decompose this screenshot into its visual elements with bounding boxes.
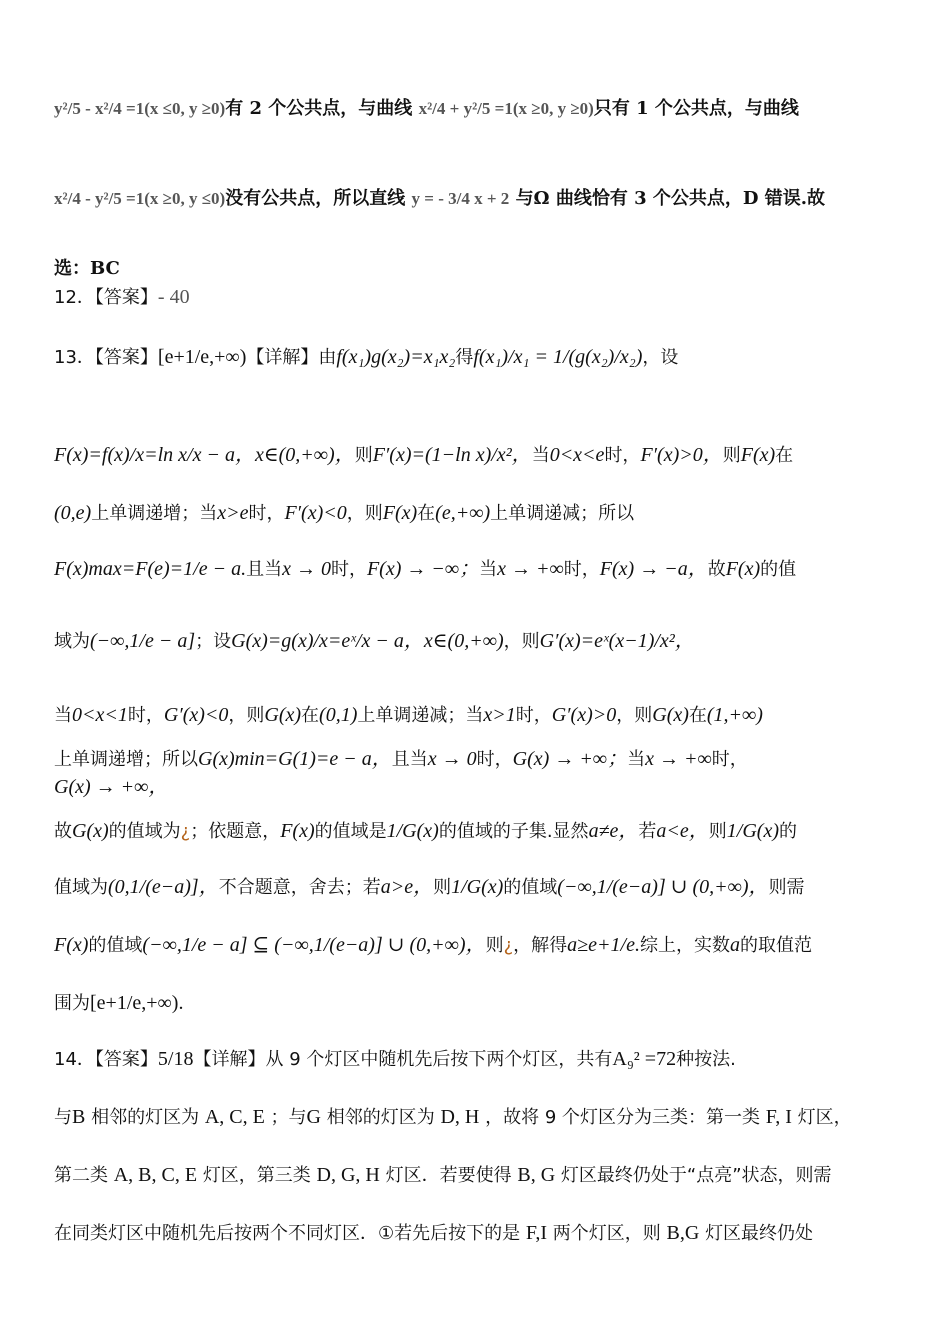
line-14 — [54, 874, 805, 901]
text: ；设 — [195, 631, 232, 652]
text: 上单调递增；所以 — [54, 749, 198, 770]
text: 的值域是 — [314, 821, 387, 842]
math: A₉² =72 — [612, 1048, 677, 1070]
text: 灯区．若要使得 — [385, 1165, 512, 1186]
text: ，则 — [228, 705, 265, 726]
math: F(x)max=F(e)=1/e − a. — [54, 558, 247, 580]
text: 值域为 — [54, 877, 108, 898]
math: F(x) → −a， — [599, 558, 708, 580]
math: [e+1/e,+∞). — [90, 992, 184, 1014]
math: A, B, C, E — [113, 1164, 198, 1186]
math: x → 0 — [427, 748, 477, 770]
math: B, G — [517, 1164, 556, 1186]
text: 在 — [417, 503, 436, 524]
text: 且当 — [391, 749, 428, 770]
text: 的 — [779, 821, 797, 842]
text: 时， — [563, 559, 600, 580]
math-line-equation: y = - 3/4 x + 2 — [411, 189, 510, 208]
math: F′(x)=(1−ln x)/x²， — [372, 444, 532, 466]
text: 灯区， — [797, 1107, 852, 1128]
math: (0,e) — [54, 502, 92, 524]
text: 上单调递增；当 — [91, 503, 218, 524]
math: a≥e+1/e. — [567, 934, 640, 956]
math: G(x) → +∞， — [54, 776, 169, 798]
text: 与 — [54, 1107, 72, 1128]
line-12 — [54, 774, 168, 801]
text: ；依题意， — [190, 821, 281, 842]
math: F(x) — [740, 444, 776, 466]
line-8 — [54, 556, 796, 583]
text: 相邻的灯区为 — [326, 1107, 435, 1128]
math: a≠e， — [588, 820, 639, 842]
text: 的值 — [760, 559, 797, 580]
line-17 — [54, 1046, 736, 1073]
text: 故 — [54, 821, 72, 842]
text: 第二类 — [54, 1165, 108, 1186]
line-9 — [54, 628, 695, 655]
math: (e,+∞) — [435, 502, 491, 524]
math: (−∞,1/(e−a)] ∪ (0,+∞)， — [557, 876, 769, 898]
text: 不合题意，舍去；若 — [218, 877, 381, 898]
line-16 — [54, 990, 183, 1017]
math: G′(x)=eˣ(x−1)/x²， — [539, 630, 695, 652]
math: (0,1/(e−a)]， — [108, 876, 219, 898]
math: a>e， — [380, 876, 434, 898]
text: 相邻的灯区为 — [91, 1107, 200, 1128]
math: a<e， — [656, 820, 709, 842]
math-answer: - 40 — [157, 286, 190, 308]
math: B,G — [666, 1222, 700, 1244]
text: 的取值范 — [739, 935, 812, 956]
line-13 — [54, 818, 797, 845]
text: 没有公共点，所以直线 — [225, 188, 406, 209]
text: 则需 — [768, 877, 805, 898]
math-ellipse: x²/4 + y²/5 =1(x ≥0, y ≥0) — [418, 99, 594, 118]
text: 则 — [722, 445, 741, 466]
text: ，则 — [503, 631, 540, 652]
math: x → 0 — [282, 558, 331, 580]
math: F(x) — [54, 934, 89, 956]
text: 得 — [455, 347, 474, 368]
line-1 — [54, 96, 799, 122]
math: F,I — [525, 1222, 548, 1244]
text: 的值域为 — [108, 821, 181, 842]
line-10 — [54, 702, 763, 729]
text: 当 — [479, 559, 498, 580]
text: 灯区，第三类 — [202, 1165, 311, 1186]
text: ，则 — [346, 503, 383, 524]
line-20 — [54, 1220, 813, 1247]
math: G — [306, 1106, 321, 1128]
text: 【详解】由 — [246, 347, 337, 368]
text: 上单调递减；所以 — [490, 503, 635, 524]
text: 与Ω 曲线恰有 3 个公共点，D 错误.故 — [515, 188, 826, 209]
math: G′(x)>0 — [551, 704, 617, 726]
text: 当 — [627, 749, 646, 770]
math: G(x) — [72, 820, 109, 842]
text: 的值域的子集.显然 — [438, 821, 589, 842]
math: F, I — [765, 1106, 792, 1128]
math-answer: [e+1/e,+∞) — [157, 346, 247, 368]
text: 时， — [711, 749, 748, 770]
math: D, H — [440, 1106, 480, 1128]
math-hyperbola-2: x²/4 - y²/5 =1(x ≥0, y ≤0) — [54, 189, 226, 208]
text: 当 — [531, 445, 550, 466]
line-6 — [54, 442, 793, 469]
text: 则 — [433, 877, 452, 898]
text: 在 — [775, 445, 794, 466]
math: A, C, E — [204, 1106, 265, 1128]
text: 时， — [330, 559, 367, 580]
text: 若 — [638, 821, 657, 842]
math: F(x) — [725, 558, 761, 580]
text: 的值域 — [88, 935, 143, 956]
math: G(x)min=G(1)=e − a， — [198, 748, 392, 770]
math: a — [729, 934, 740, 956]
text: 综上，实数 — [639, 935, 730, 956]
math: G(x) → +∞； — [512, 748, 628, 770]
line-5 — [54, 344, 678, 371]
math: 0<x<1 — [72, 704, 128, 726]
text: 则 — [354, 445, 373, 466]
text: 上单调递减；当 — [357, 705, 484, 726]
math: F′(x)<0 — [284, 502, 347, 524]
line-2 — [54, 186, 825, 212]
math: G(x) — [264, 704, 302, 726]
text: 灯区最终仍处于“点亮”状态，则需 — [560, 1165, 832, 1186]
text: 围为 — [54, 993, 90, 1014]
text: 的值域 — [503, 877, 558, 898]
math: G(x)=g(x)/x=eˣ/x − a，x∈(0,+∞) — [231, 630, 504, 652]
text: 则 — [708, 821, 727, 842]
text: 有 2 个公共点，与曲线 — [225, 98, 413, 119]
text: ，设 — [642, 347, 679, 368]
line-3 — [54, 256, 120, 282]
text: 时， — [127, 705, 164, 726]
text: 则 — [485, 935, 504, 956]
math: x → +∞ — [497, 558, 564, 580]
text: 只有 1 个公共点，与曲线 — [593, 98, 799, 119]
text: 在同类灯区中随机先后按两个不同灯区．①若先后按下的是 — [54, 1223, 521, 1244]
line-4 — [54, 284, 190, 311]
line-11 — [54, 746, 748, 773]
text: 当 — [54, 705, 72, 726]
text: ，解得 — [513, 935, 568, 956]
text: 时， — [248, 503, 285, 524]
text: 时， — [476, 749, 513, 770]
text: 时， — [515, 705, 552, 726]
math: F′(x)>0， — [640, 444, 723, 466]
garbled-char: ¿ — [180, 821, 191, 842]
text: 域为 — [54, 631, 90, 652]
math: F(x) — [280, 820, 315, 842]
text: 时， — [604, 445, 641, 466]
math: 1/G(x) — [386, 820, 439, 842]
math: F(x)=f(x)/x=ln x/x − a，x∈(0,+∞)， — [54, 444, 355, 466]
text: 【详解】从 9 个灯区中随机先后按下两个灯区，共有 — [193, 1049, 613, 1070]
math: D, G, H — [316, 1164, 380, 1186]
text: 两个灯区，则 — [552, 1223, 661, 1244]
math: G′(x)<0 — [163, 704, 229, 726]
math: 0<x<e — [549, 444, 605, 466]
math-answer: 5/18 — [157, 1048, 194, 1070]
answer-label: 13．【答案】 — [54, 347, 158, 368]
math: 1/G(x) — [726, 820, 779, 842]
text: 在 — [688, 705, 707, 726]
text: 灯区最终仍处 — [705, 1223, 814, 1244]
math: f(x₁)/x₁ = 1/(g(x₂)/x₂) — [473, 346, 643, 368]
text: 种按法. — [676, 1049, 736, 1070]
answer-label: 14．【答案】 — [54, 1049, 158, 1070]
text: 故 — [707, 559, 726, 580]
math: x>1 — [483, 704, 516, 726]
line-15 — [54, 932, 812, 959]
math: 1/G(x) — [451, 876, 504, 898]
text: ，则 — [616, 705, 653, 726]
text: 且当 — [246, 559, 283, 580]
math: x → +∞ — [645, 748, 712, 770]
math-hyperbola-1: y²/5 - x²/4 =1(x ≤0, y ≥0) — [54, 99, 226, 118]
math: x>e — [217, 502, 249, 524]
math: f(x₁)g(x₂)=x₁x₂ — [336, 346, 456, 368]
math: F(x) — [382, 502, 418, 524]
line-7 — [54, 500, 634, 527]
math: (−∞,1/e − a] ⊆ (−∞,1/(e−a)] ∪ (0,+∞)， — [142, 934, 486, 956]
math: (1,+∞) — [706, 704, 763, 726]
line-18 — [54, 1104, 852, 1131]
line-19 — [54, 1162, 832, 1189]
text: ；与 — [270, 1107, 307, 1128]
math: (−∞,1/e − a] — [90, 630, 196, 652]
math: F(x) → −∞； — [366, 558, 480, 580]
answer-label: 12．【答案】 — [54, 287, 158, 308]
math: G(x) — [652, 704, 689, 726]
garbled-char: ¿ — [503, 935, 514, 956]
text: ，故将 9 个灯区分为三类：第一类 — [485, 1107, 760, 1128]
math: B — [72, 1106, 86, 1128]
text: 在 — [301, 705, 320, 726]
math: (0,1) — [319, 704, 358, 726]
text: 选：BC — [54, 258, 120, 279]
